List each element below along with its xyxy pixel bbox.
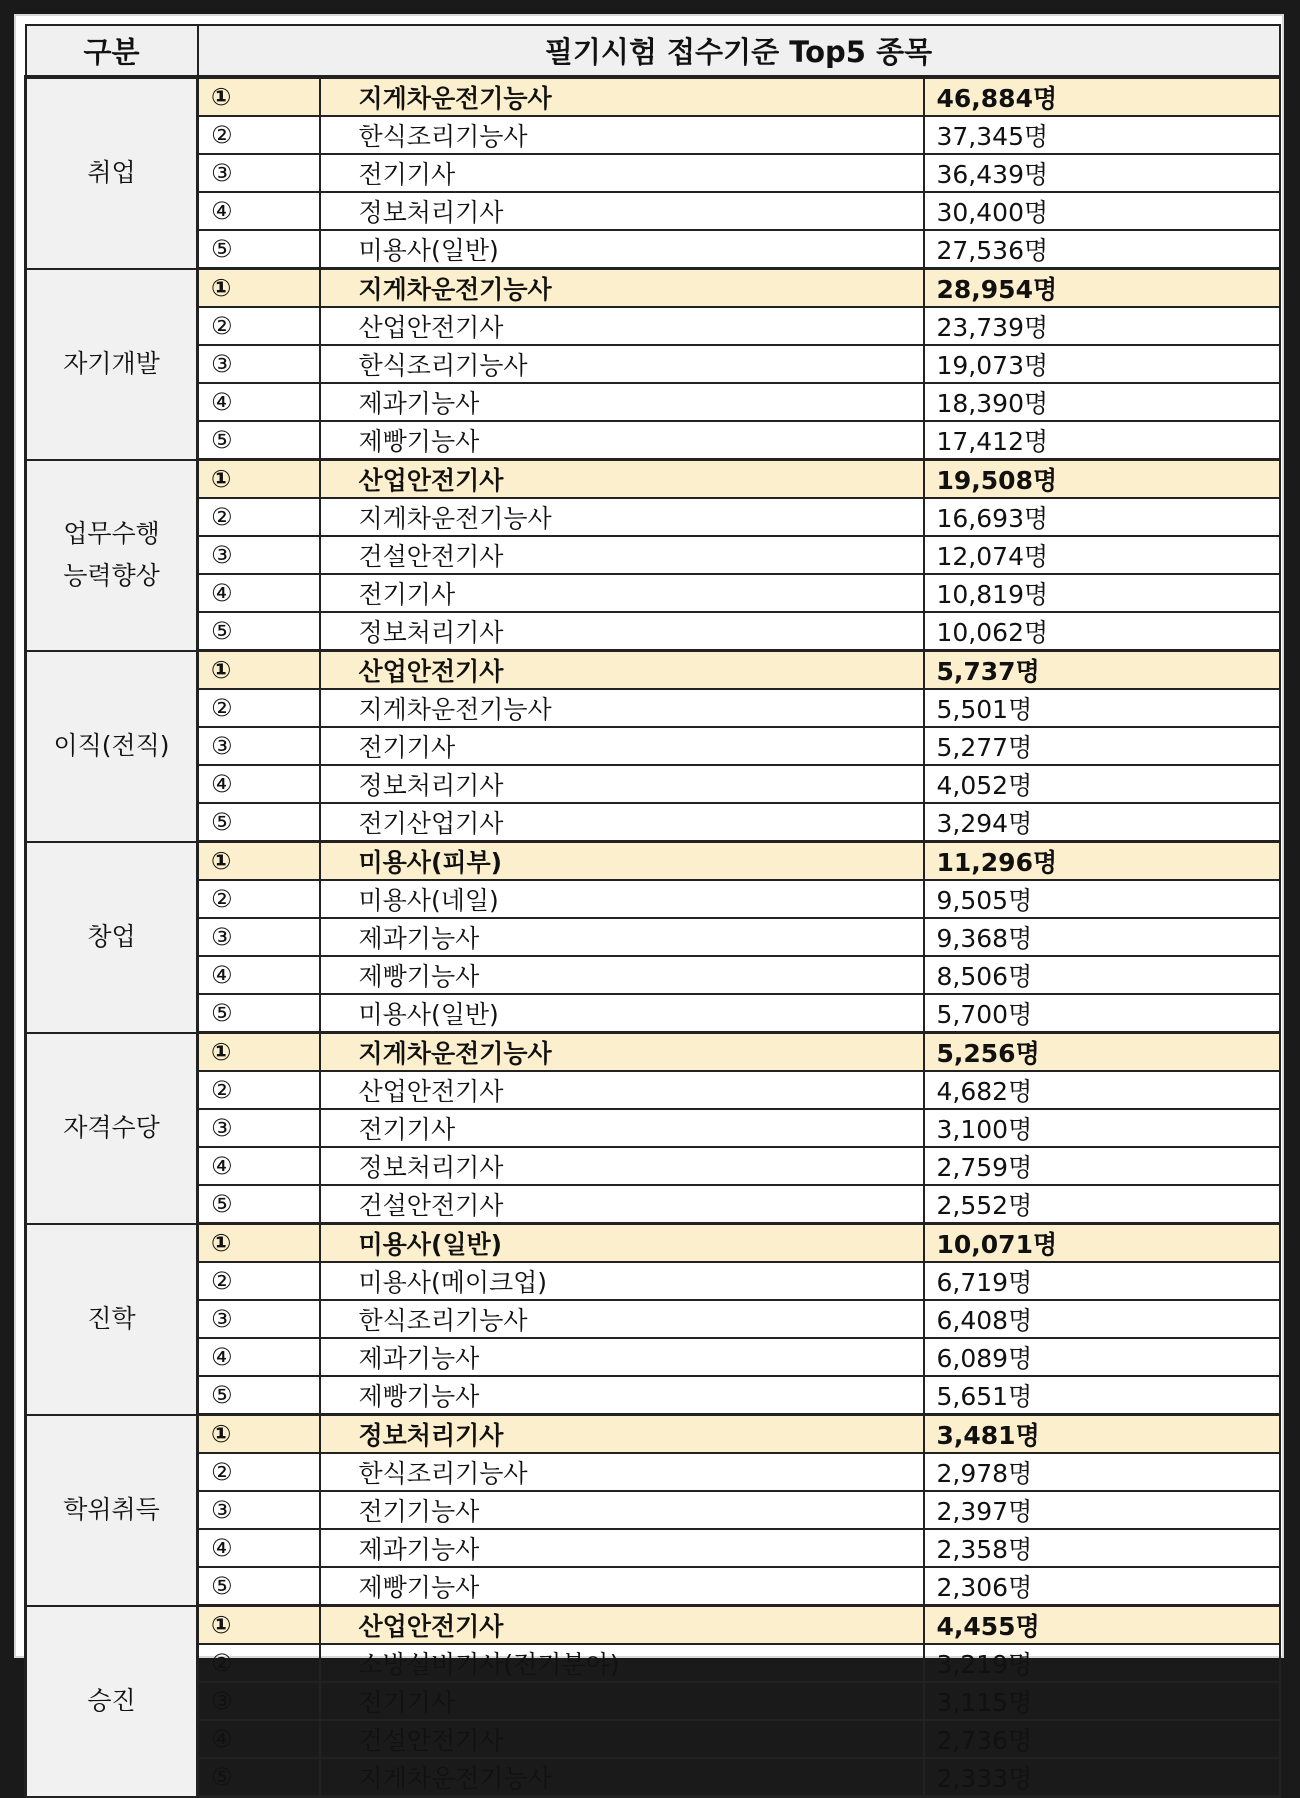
table-row [26,116,1280,154]
applicant-count-cell: 36,439명 [924,154,1280,192]
applicant-count-cell: 3,219명 [924,1644,1280,1682]
table-row [26,421,1280,460]
category-header: 구분 [26,25,198,77]
item-name-cell: 건설안전기사 [320,1720,924,1758]
rank-cell: ② [198,1644,320,1682]
category-cell: 자기개발 [26,269,198,460]
table-row [26,498,1280,536]
rank-cell: ④ [198,383,320,421]
applicant-count-cell: 16,693명 [924,498,1280,536]
applicant-count-cell: 3,100명 [924,1109,1280,1147]
applicant-count-cell: 6,408명 [924,1300,1280,1338]
applicant-count-cell: 3,481명 [924,1415,1280,1454]
item-name-cell: 전기기사 [320,574,924,612]
category-cell: 학위취득 [26,1415,198,1606]
document-page [14,14,1284,1793]
table-row [26,1682,1280,1720]
table-row [26,536,1280,574]
rank-cell: ③ [198,1300,320,1338]
applicant-count-cell: 10,071명 [924,1224,1280,1263]
applicant-count-cell: 28,954명 [924,269,1280,308]
applicant-count-cell: 9,368명 [924,918,1280,956]
applicant-count-cell: 6,089명 [924,1338,1280,1376]
applicant-count-cell: 2,333명 [924,1758,1280,1797]
item-name-cell: 한식조리기능사 [320,1453,924,1491]
category-cell: 취업 [26,77,198,269]
rank-cell: ① [198,269,320,308]
item-name-cell: 제빵기능사 [320,956,924,994]
rank-cell: ② [198,880,320,918]
item-name-cell: 건설안전기사 [320,536,924,574]
applicant-count-cell: 17,412명 [924,421,1280,460]
category-cell: 창업 [26,842,198,1033]
item-name-cell: 소방설비기사(전기분야) [320,1644,924,1682]
table-row [26,269,1280,308]
table-header-row [26,25,1280,77]
item-name-cell: 제과기능사 [320,918,924,956]
item-name-cell: 전기기능사 [320,1491,924,1529]
applicant-count-cell: 46,884명 [924,77,1280,116]
applicant-count-cell: 10,819명 [924,574,1280,612]
table-row [26,1567,1280,1606]
applicant-count-cell: 5,700명 [924,994,1280,1033]
item-name-cell: 지게차운전기능사 [320,77,924,116]
table-row [26,1109,1280,1147]
table-row [26,803,1280,842]
rank-cell: ⑤ [198,421,320,460]
item-name-cell: 지게차운전기능사 [320,269,924,308]
category-cell: 업무수행 능력향상 [26,460,198,651]
top5-exam-table [24,24,1281,1798]
applicant-count-cell: 10,062명 [924,612,1280,651]
table-row [26,994,1280,1033]
applicant-count-cell: 18,390명 [924,383,1280,421]
table-row [26,1644,1280,1682]
rank-cell: ③ [198,1682,320,1720]
item-name-cell: 정보처리기사 [320,765,924,803]
rank-cell: ① [198,651,320,690]
table-row [26,842,1280,881]
table-row [26,192,1280,230]
item-name-cell: 지게차운전기능사 [320,1033,924,1072]
applicant-count-cell: 3,294명 [924,803,1280,842]
rank-cell: ④ [198,1529,320,1567]
rank-cell: ⑤ [198,803,320,842]
item-name-cell: 미용사(네일) [320,880,924,918]
applicant-count-cell: 5,277명 [924,727,1280,765]
table-row [26,880,1280,918]
table-row [26,612,1280,651]
item-name-cell: 건설안전기사 [320,1185,924,1224]
table-row [26,1224,1280,1263]
item-name-cell: 미용사(일반) [320,230,924,269]
item-name-cell: 한식조리기능사 [320,116,924,154]
table-row [26,1033,1280,1072]
applicant-count-cell: 12,074명 [924,536,1280,574]
rank-cell: ⑤ [198,1567,320,1606]
applicant-count-cell: 2,759명 [924,1147,1280,1185]
item-name-cell: 한식조리기능사 [320,1300,924,1338]
category-cell: 자격수당 [26,1033,198,1224]
table-row [26,918,1280,956]
item-name-cell: 전기산업기사 [320,803,924,842]
applicant-count-cell: 23,739명 [924,307,1280,345]
item-name-cell: 제빵기능사 [320,421,924,460]
applicant-count-cell: 11,296명 [924,842,1280,881]
rank-cell: ③ [198,918,320,956]
rank-cell: ③ [198,727,320,765]
table-row [26,1071,1280,1109]
rank-cell: ③ [198,154,320,192]
rank-cell: ⑤ [198,994,320,1033]
rank-cell: ④ [198,1147,320,1185]
applicant-count-cell: 5,501명 [924,689,1280,727]
table-row [26,1338,1280,1376]
table-row [26,1376,1280,1415]
category-cell: 이직(전직) [26,651,198,842]
rank-cell: ④ [198,1338,320,1376]
item-name-cell: 산업안전기사 [320,1071,924,1109]
table-row [26,345,1280,383]
rank-cell: ④ [198,192,320,230]
table-row [26,154,1280,192]
rank-cell: ① [198,1033,320,1072]
rank-cell: ⑤ [198,1376,320,1415]
applicant-count-cell: 2,552명 [924,1185,1280,1224]
table-row [26,1491,1280,1529]
rank-cell: ⑤ [198,1185,320,1224]
rank-cell: ③ [198,345,320,383]
item-name-cell: 제과기능사 [320,1338,924,1376]
item-name-cell: 한식조리기능사 [320,345,924,383]
rank-cell: ⑤ [198,612,320,651]
rank-cell: ② [198,689,320,727]
item-name-cell: 미용사(일반) [320,994,924,1033]
applicant-count-cell: 4,052명 [924,765,1280,803]
rank-cell: ⑤ [198,230,320,269]
rank-cell: ③ [198,1491,320,1529]
table-row [26,1606,1280,1645]
applicant-count-cell: 6,719명 [924,1262,1280,1300]
item-name-cell: 전기기사 [320,1109,924,1147]
table-row [26,460,1280,499]
rank-cell: ① [198,1224,320,1263]
rank-cell: ① [198,1606,320,1645]
rank-cell: ① [198,460,320,499]
rank-cell: ④ [198,1720,320,1758]
item-name-cell: 미용사(일반) [320,1224,924,1263]
item-name-cell: 미용사(피부) [320,842,924,881]
table-row [26,1185,1280,1224]
item-name-cell: 산업안전기사 [320,460,924,499]
table-row [26,1300,1280,1338]
table-row [26,1453,1280,1491]
rank-cell: ② [198,307,320,345]
table-row [26,1147,1280,1185]
item-name-cell: 제과기능사 [320,383,924,421]
table-row [26,307,1280,345]
rank-cell: ④ [198,574,320,612]
table-row [26,651,1280,690]
applicant-count-cell: 3,115명 [924,1682,1280,1720]
category-cell: 승진 [26,1606,198,1797]
applicant-count-cell: 27,536명 [924,230,1280,269]
rank-cell: ④ [198,956,320,994]
item-name-cell: 전기기사 [320,154,924,192]
table-row [26,77,1280,116]
table-row [26,689,1280,727]
item-name-cell: 정보처리기사 [320,612,924,651]
table-row [26,1720,1280,1758]
applicant-count-cell: 5,256명 [924,1033,1280,1072]
applicant-count-cell: 2,397명 [924,1491,1280,1529]
item-name-cell: 산업안전기사 [320,307,924,345]
table-row [26,727,1280,765]
rank-cell: ③ [198,536,320,574]
rank-cell: ① [198,77,320,116]
rank-cell: ② [198,1262,320,1300]
applicant-count-cell: 8,506명 [924,956,1280,994]
rank-cell: ⑤ [198,1758,320,1797]
rank-cell: ② [198,498,320,536]
applicant-count-cell: 2,306명 [924,1567,1280,1606]
rank-cell: ① [198,1415,320,1454]
item-name-cell: 정보처리기사 [320,192,924,230]
table-row [26,574,1280,612]
item-name-cell: 제빵기능사 [320,1376,924,1415]
rank-cell: ① [198,842,320,881]
rank-cell: ④ [198,765,320,803]
item-name-cell: 지게차운전기능사 [320,1758,924,1797]
table-row [26,1758,1280,1797]
item-name-cell: 지게차운전기능사 [320,498,924,536]
table-row [26,765,1280,803]
applicant-count-cell: 5,737명 [924,651,1280,690]
item-name-cell: 미용사(메이크업) [320,1262,924,1300]
item-name-cell: 지게차운전기능사 [320,689,924,727]
item-name-cell: 정보처리기사 [320,1415,924,1454]
applicant-count-cell: 4,682명 [924,1071,1280,1109]
table-row [26,1262,1280,1300]
item-name-cell: 산업안전기사 [320,651,924,690]
applicant-count-cell: 2,978명 [924,1453,1280,1491]
item-name-cell: 전기기사 [320,1682,924,1720]
table-row [26,383,1280,421]
table-body [26,77,1280,1797]
category-cell: 진학 [26,1224,198,1415]
table-row [26,1529,1280,1567]
rank-cell: ② [198,1071,320,1109]
applicant-count-cell: 30,400명 [924,192,1280,230]
applicant-count-cell: 19,508명 [924,460,1280,499]
applicant-count-cell: 2,736명 [924,1720,1280,1758]
item-name-cell: 제과기능사 [320,1529,924,1567]
applicant-count-cell: 19,073명 [924,345,1280,383]
applicant-count-cell: 37,345명 [924,116,1280,154]
applicant-count-cell: 9,505명 [924,880,1280,918]
table-row [26,230,1280,269]
table-row [26,1415,1280,1454]
applicant-count-cell: 2,358명 [924,1529,1280,1567]
item-name-cell: 산업안전기사 [320,1606,924,1645]
item-name-cell: 제빵기능사 [320,1567,924,1606]
applicant-count-cell: 4,455명 [924,1606,1280,1645]
table-title: 필기시험 접수기준 Top5 종목 [198,25,1280,77]
table-row [26,956,1280,994]
item-name-cell: 정보처리기사 [320,1147,924,1185]
rank-cell: ② [198,1453,320,1491]
rank-cell: ② [198,116,320,154]
applicant-count-cell: 5,651명 [924,1376,1280,1415]
item-name-cell: 전기기사 [320,727,924,765]
rank-cell: ③ [198,1109,320,1147]
